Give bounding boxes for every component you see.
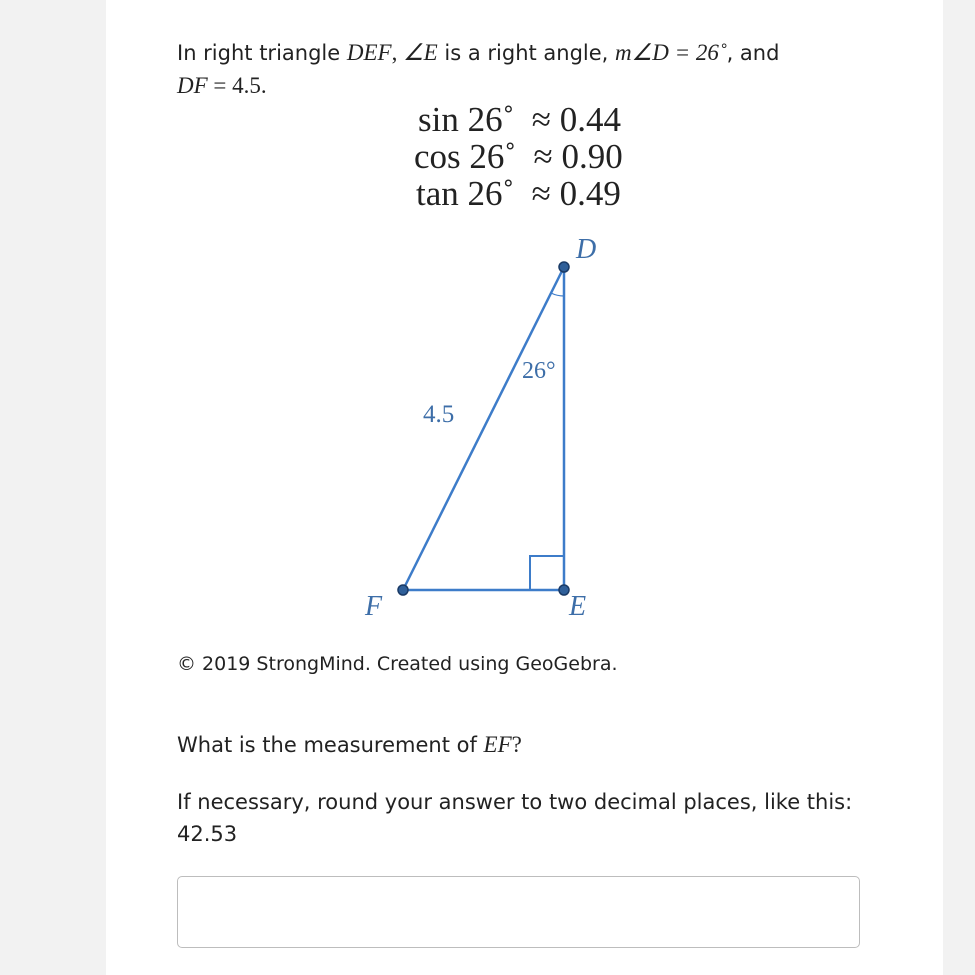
vertex-d — [559, 262, 569, 272]
tan-value: tan 26˚ ≈ 0.49 — [416, 174, 621, 213]
question-segment: EF — [483, 732, 512, 757]
vertex-e — [559, 585, 569, 595]
angle-e: ∠E — [403, 40, 438, 65]
right-angle-text: is a right angle, — [437, 41, 616, 65]
side-df-length: 4.5 — [423, 401, 455, 428]
label-e: E — [569, 591, 587, 622]
angle-d-label: 26° — [522, 358, 556, 384]
question-prefix: What is the measurement of — [177, 733, 484, 757]
right-angle-mark — [530, 556, 564, 590]
sin-value: sin 26˚ ≈ 0.44 — [418, 100, 621, 139]
comma: , — [391, 40, 404, 65]
intro-text: In right triangle — [177, 41, 347, 65]
side-df — [403, 267, 564, 590]
rounding-instruction: If necessary, round your answer to two decimal places, like this: — [177, 790, 853, 814]
vertex-f — [398, 585, 408, 595]
copyright-caption: © 2019 StrongMind. Created using GeoGebra. — [177, 653, 618, 675]
angle-d-arc — [551, 293, 564, 296]
label-f: F — [365, 591, 383, 622]
label-d: D — [576, 234, 597, 265]
segment-df: DF — [177, 73, 208, 98]
angle-d-measure: m∠D = 26˚ — [615, 40, 727, 65]
question-text — [177, 728, 522, 762]
answer-input[interactable] — [177, 876, 860, 948]
and-text: , and — [726, 41, 780, 65]
rounding-example: 42.53 — [177, 822, 238, 846]
question-suffix: ? — [511, 732, 522, 757]
triangle-name: DEF — [346, 40, 392, 65]
cos-value: cos 26˚ ≈ 0.90 — [414, 137, 623, 176]
df-value: = 4.5. — [207, 73, 267, 98]
